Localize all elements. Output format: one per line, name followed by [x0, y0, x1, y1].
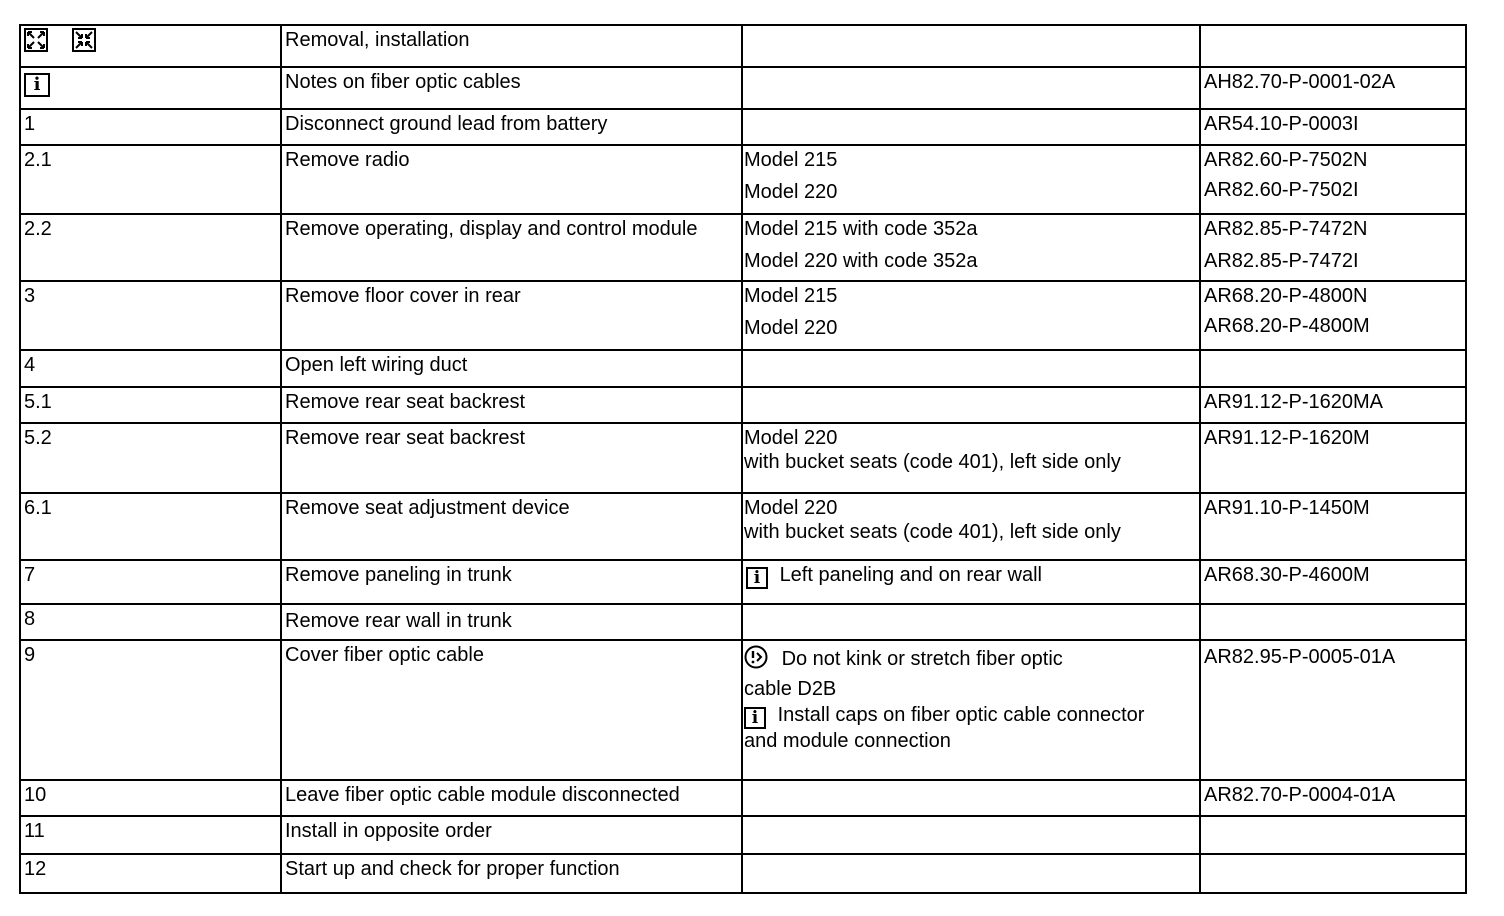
table-row — [20, 854, 1466, 893]
reference-link[interactable]: AR91.10-P-1450M — [1204, 497, 1370, 519]
step-cell: 4 — [20, 350, 281, 387]
reference-link[interactable]: AR82.60-P-7502I — [1204, 179, 1359, 201]
table-row — [20, 350, 1466, 387]
condition-cell — [742, 281, 1200, 350]
table-row — [20, 423, 1466, 493]
reference-cell — [1200, 816, 1466, 854]
step-cell — [20, 67, 281, 109]
condition-line: cable D2B — [744, 678, 837, 700]
condition-cell — [742, 145, 1200, 214]
reference-link[interactable]: AR82.85-P-7472N — [1204, 218, 1368, 240]
condition-cell — [742, 854, 1200, 893]
reference-cell — [1200, 604, 1466, 640]
condition-line: with bucket seats (code 401), left side only — [744, 521, 1121, 543]
condition-line: and module connection — [744, 730, 951, 752]
condition-cell — [742, 350, 1200, 387]
condition-cell — [742, 780, 1200, 816]
reference-cell[interactable] — [1200, 109, 1466, 145]
reference-link[interactable]: AR68.20-P-4800M — [1204, 315, 1370, 337]
reference-link[interactable]: AR68.30-P-4600M — [1204, 564, 1370, 586]
step-cell: 2.2 — [20, 214, 281, 281]
reference-cell[interactable] — [1200, 387, 1466, 423]
table-row — [20, 214, 1466, 281]
action-cell: Leave fiber optic cable module disconnected — [281, 780, 742, 816]
reference-cell[interactable] — [1200, 640, 1466, 780]
expand-arrows-icon — [24, 28, 48, 52]
reference-link[interactable]: AR68.20-P-4800N — [1204, 285, 1368, 307]
condition-line: Model 220 — [744, 497, 838, 519]
action-cell: Cover fiber optic cable — [281, 640, 742, 780]
reference-cell[interactable] — [1200, 493, 1466, 560]
action-cell: Install in opposite order — [281, 816, 742, 854]
condition-line: with bucket seats (code 401), left side only — [744, 451, 1121, 473]
step-cell: 2.1 — [20, 145, 281, 214]
step-cell: 12 — [20, 854, 281, 893]
table-row — [20, 109, 1466, 145]
condition-line: Model 220 — [744, 181, 838, 203]
condition-cell — [742, 387, 1200, 423]
table-row — [20, 387, 1466, 423]
info-icon: i — [744, 707, 766, 729]
condition-line: Do not kink or stretch fiber optic — [781, 648, 1063, 670]
reference-cell — [1200, 281, 1466, 350]
reference-link[interactable]: AR91.12-P-1620MA — [1204, 391, 1383, 413]
condition-line: Model 220 — [744, 427, 838, 449]
step-cell: 10 — [20, 780, 281, 816]
reference-link[interactable]: AH82.70-P-0001-02A — [1204, 71, 1396, 93]
action-cell: Remove rear wall in trunk — [281, 604, 742, 640]
procedure-table — [19, 24, 1467, 894]
reference-cell — [1200, 350, 1466, 387]
step-cell: 6.1 — [20, 493, 281, 560]
step-cell: 7 — [20, 560, 281, 604]
reference-cell[interactable] — [1200, 780, 1466, 816]
table-row — [20, 604, 1466, 640]
reference-link[interactable]: AR82.85-P-7472I — [1204, 250, 1359, 272]
condition-cell — [742, 640, 1200, 780]
step-cell: 11 — [20, 816, 281, 854]
table-row — [20, 145, 1466, 214]
condition-cell — [742, 25, 1200, 67]
condition-cell — [742, 214, 1200, 281]
reference-cell — [1200, 145, 1466, 214]
table-row — [20, 67, 1466, 109]
condition-cell — [742, 423, 1200, 493]
condition-cell — [742, 604, 1200, 640]
action-cell: Remove rear seat backrest — [281, 423, 742, 493]
reference-cell — [1200, 25, 1466, 67]
table-row — [20, 281, 1466, 350]
collapse-arrows-icon — [72, 28, 96, 52]
step-cell: 3 — [20, 281, 281, 350]
reference-cell[interactable] — [1200, 560, 1466, 604]
condition-line: Model 215 with code 352a — [744, 218, 978, 240]
table-row — [20, 25, 1466, 67]
reference-link[interactable]: AR91.12-P-1620M — [1204, 427, 1370, 449]
action-cell: Remove operating, display and control module — [281, 214, 742, 281]
reference-link[interactable]: AR82.95-P-0005-01A — [1204, 646, 1396, 668]
action-cell: Notes on fiber optic cables — [281, 67, 742, 109]
condition-cell — [742, 493, 1200, 560]
condition-line: Model 215 — [744, 285, 838, 307]
action-cell: Remove seat adjustment device — [281, 493, 742, 560]
step-cell: 1 — [20, 109, 281, 145]
condition-line: Left paneling and on rear wall — [779, 564, 1042, 586]
action-cell: Open left wiring duct — [281, 350, 742, 387]
table-row — [20, 780, 1466, 816]
table-row — [20, 640, 1466, 780]
condition-cell — [742, 816, 1200, 854]
condition-line: Model 220 with code 352a — [744, 250, 978, 272]
condition-line: Install caps on fiber optic cable connector — [777, 704, 1145, 726]
action-cell: Remove rear seat backrest — [281, 387, 742, 423]
step-cell: 5.1 — [20, 387, 281, 423]
action-cell: Start up and check for proper function — [281, 854, 742, 893]
caution-note-icon — [744, 645, 768, 669]
step-cell — [20, 25, 281, 67]
step-cell: 5.2 — [20, 423, 281, 493]
action-cell: Remove paneling in trunk — [281, 560, 742, 604]
info-icon: i — [746, 567, 768, 589]
table-row — [20, 816, 1466, 854]
condition-cell — [742, 109, 1200, 145]
step-cell: 8 — [20, 604, 281, 640]
condition-cell — [742, 67, 1200, 109]
reference-cell[interactable] — [1200, 67, 1466, 109]
reference-link[interactable]: AR54.10-P-0003I — [1204, 113, 1359, 135]
reference-cell — [1200, 854, 1466, 893]
table-row — [20, 560, 1466, 604]
reference-link[interactable]: AR82.70-P-0004-01A — [1204, 784, 1396, 806]
action-cell: Remove floor cover in rear — [281, 281, 742, 350]
step-cell: 9 — [20, 640, 281, 780]
reference-link[interactable]: AR82.60-P-7502N — [1204, 149, 1368, 171]
info-icon: i — [24, 73, 50, 97]
action-cell: Removal, installation — [281, 25, 742, 67]
reference-cell[interactable] — [1200, 423, 1466, 493]
condition-line: Model 215 — [744, 149, 838, 171]
action-cell: Disconnect ground lead from battery — [281, 109, 742, 145]
table-row — [20, 493, 1466, 560]
reference-cell — [1200, 214, 1466, 281]
condition-cell — [742, 560, 1200, 604]
condition-line: Model 220 — [744, 317, 838, 339]
action-cell: Remove radio — [281, 145, 742, 214]
